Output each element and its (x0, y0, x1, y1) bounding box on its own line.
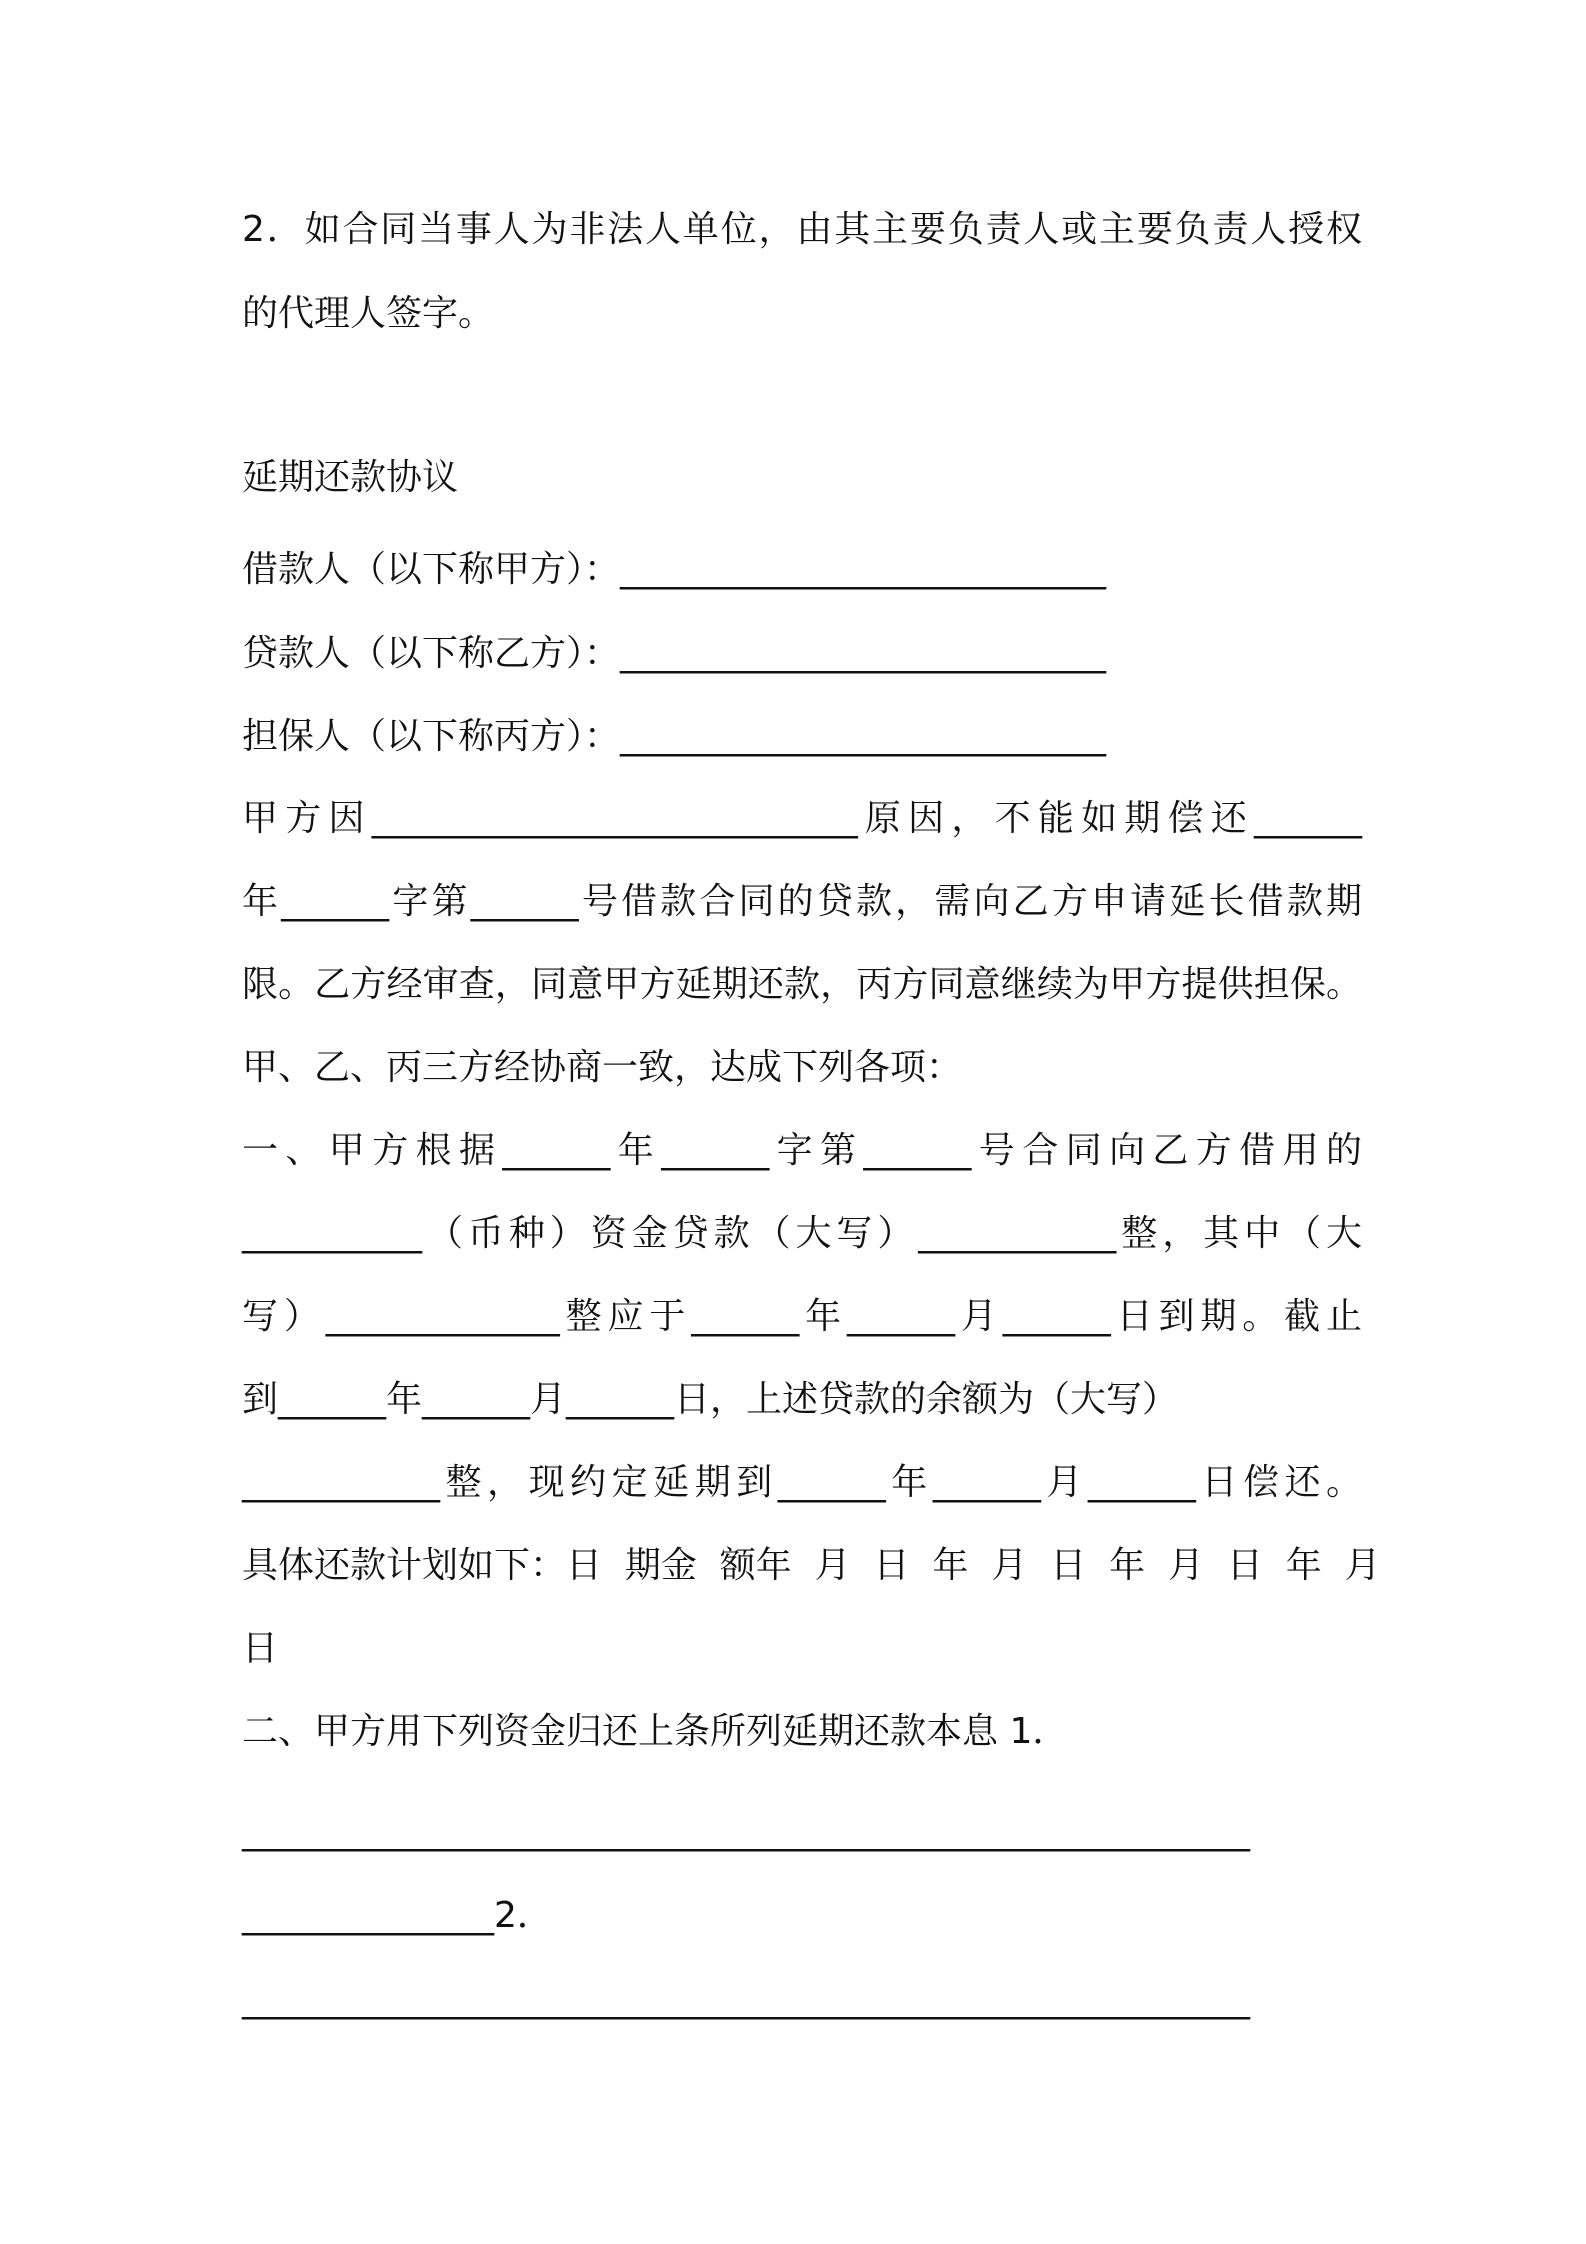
repayment-plan-line: 具体还款计划如下：日 期金 额年 月 日 年 月 日 年 月 日 年 月 (242, 1545, 1381, 1586)
doc-line-14: 到______年______月______日，上述贷款的余额为（大写） (242, 1379, 1179, 1420)
doc-line-2: 的代理人签字。 (242, 293, 495, 334)
lender-line: 贷款人（以下称乙方）：___________________________ (242, 633, 1107, 674)
blank-line-3: ________________________________________________________ (242, 1979, 1250, 2020)
doc-line-18: 二、甲方用下列资金归还上条所列延期还款本息 1． (242, 1711, 1069, 1752)
doc-line-7: 甲方因___________________________原因，不能如期偿还______ (242, 798, 1362, 839)
guarantor-line: 担保人（以下称丙方）：___________________________ (242, 716, 1107, 757)
blank-line-1: ________________________________________________________ (242, 1811, 1250, 1852)
doc-line-8: 年______字第______号借款合同的贷款，需向乙方申请延长借款期 (242, 881, 1362, 922)
doc-line-11: 一、甲方根据______年______字第______号合同向乙方借用的 (242, 1130, 1362, 1171)
section-title: 延期还款协议 (242, 457, 459, 498)
doc-line-15: ___________整，现约定延期到______年______月______日偿还。 (242, 1462, 1362, 1503)
blank-line-2: ______________2． (242, 1895, 553, 1936)
borrower-line: 借款人（以下称甲方）：___________________________ (242, 549, 1107, 590)
doc-line-12: __________（币种）资金贷款（大写）___________整，其中（大 (242, 1213, 1362, 1254)
doc-line-10: 甲、乙、丙三方经协商一致，达成下列各项： (242, 1047, 963, 1088)
doc-line-9: 限。乙方经审查，同意甲方延期还款，丙方同意继续为甲方提供担保。 (242, 964, 1362, 1005)
doc-line-17: 日 (242, 1628, 279, 1669)
doc-line-1: 2．如合同当事人为非法人单位，由其主要负责人或主要负责人授权 (242, 209, 1362, 250)
doc-line-13: 写）_____________整应于______年______月______日到期。截止 (242, 1296, 1362, 1337)
